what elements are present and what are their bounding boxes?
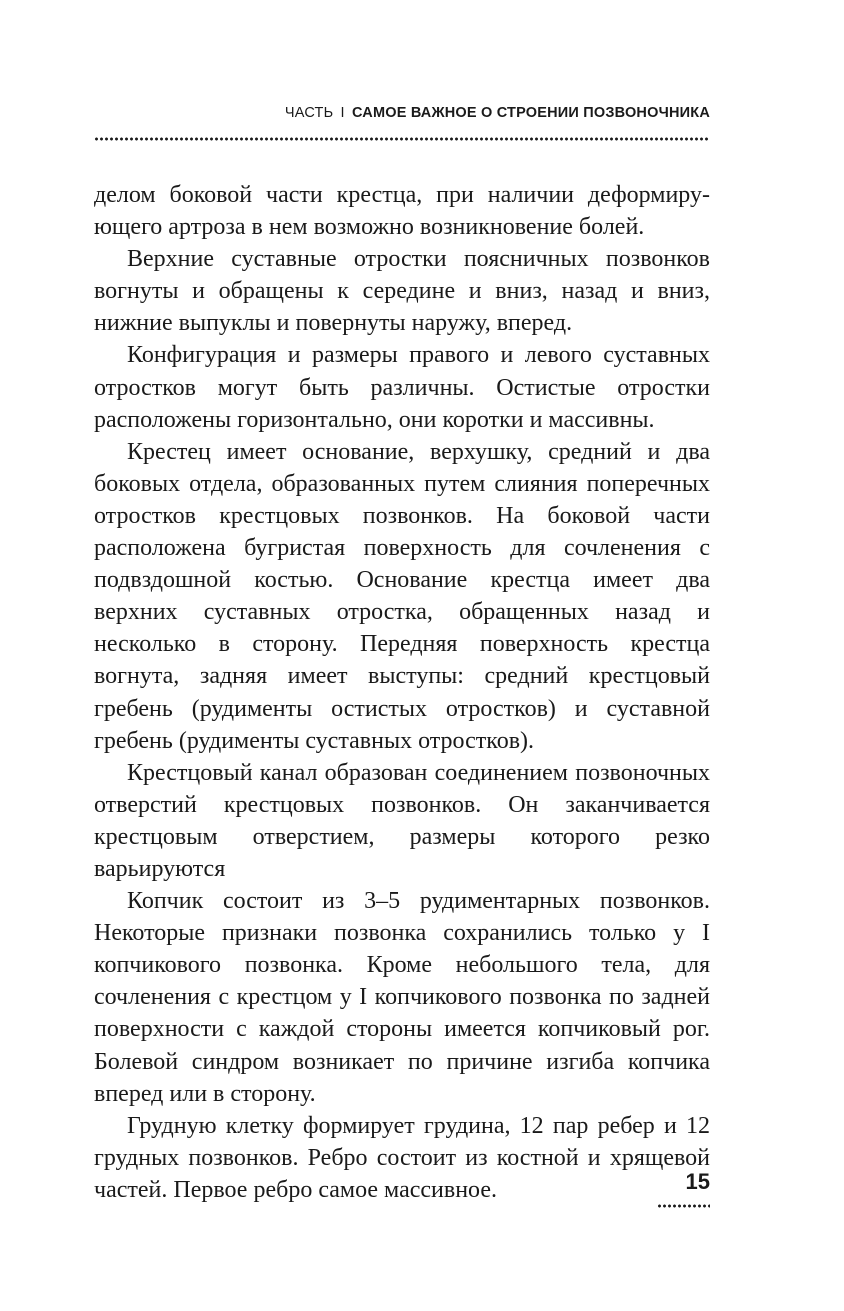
paragraph: делом боковой части крестца, при наличии деформирующего артроза в нем возможно возникновение болей. [94,182,710,241]
paragraph: Крестцовый канал образован соединением позвоночных отверстий крестцовых позвонков. Он заканчивается крестцовым отверстием, размеры которого резко варьируются [94,759,710,882]
page-number: 15 [685,1169,710,1194]
header-part: ЧАСТЬ [284,105,334,121]
paragraph: Копчик состоит из 3–5 рудиментарных позвонков. Некоторые признаки позвонка сохранились только у I копчикового позвонка. Кроме небольшого тела, для сочленения с крестцом у I копчикового позвонка по задней поверхности с каждой стороны имеется копчиковый рог. Болевой синдром возникает по причине изгиба копчика вперед или в сторону. [94,888,710,1107]
paragraph: Верхние суставные отростки поясничных позвонков вогнуты и обращены к середине и вниз, назад и вниз, нижние выпуклы и повернуты наружу, вперед. [94,246,710,337]
paragraph: Крестец имеет основание, верхушку, средний и два боковых отдела, образованных путем слияния поперечных отростков крестцовых позвонков. На боковой части расположена бугристая поверхность для сочленения с подвздошной костью. Основание крестца имеет два верхних суставных отростка, обращенных назад и несколько в сторону. Передняя поверхность крестца вогнута, задняя имеет выступы: средний крестцовый гребень (рудименты остистых отростков) и суставной гребень (рудименты суставных отростков). [94,438,710,754]
paragraph: Конфигурация и размеры правого и левого суставных отростков могут быть различны. Остистые отростки расположены горизонтально, они коротки и массивны. [94,342,710,433]
header-dotted-rule [94,137,710,141]
paragraph: Грудную клетку формирует грудина, 12 пар ребер и 12 грудных позвонков. Ребро состоит из костной и хрящевой частей. Первое ребро самое массивное. [94,1112,710,1203]
running-header [285,103,710,123]
body-text [94,179,710,1206]
header-chapter-title: САМОЕ ВАЖНОЕ О СТРОЕНИИ ПОЗВОНОЧНИКА [352,105,710,121]
header-separator: I [340,105,345,121]
page-number-dotted-rule [657,1204,710,1208]
